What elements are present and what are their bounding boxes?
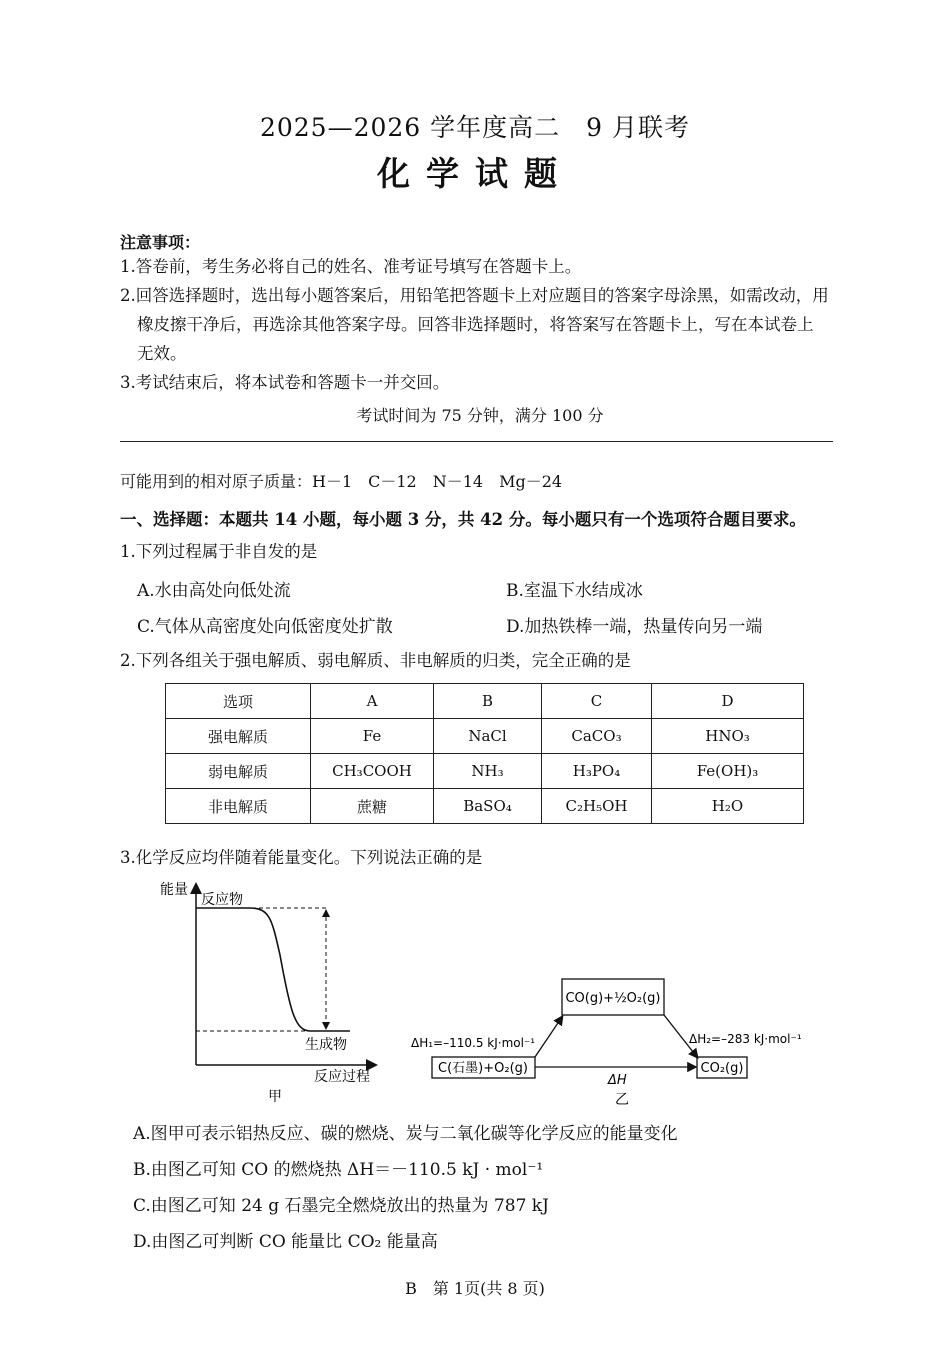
hess-cycle-yi (405, 965, 815, 1110)
table-header-cell: D (652, 684, 804, 719)
table-cell: Fe (311, 719, 434, 754)
energy-diagram-jia (150, 875, 390, 1110)
table-cell: C₂H₅OH (542, 789, 652, 824)
page-footer: B 第 1页(共 8 页) (405, 1279, 545, 1298)
section-heading: 一、选择题：本题共 14 小题，每小题 3 分，共 42 分。每小题只有一个选项符合题目要求。 (120, 510, 806, 529)
table-cell: NH₃ (434, 754, 542, 789)
dh-label: ΔH (608, 1073, 627, 1088)
notice-item-2-cont: 橡皮擦干净后，再选涂其他答案字母。回答非选择题时，将答案写在答题卡上，写在本试卷上 (137, 315, 814, 334)
notice-title: 注意事项： (120, 233, 201, 252)
notice-item-2-end: 无效。 (137, 344, 187, 363)
q3-option-b: B.由图乙可知 CO 的燃烧热 ΔH＝－110.5 kJ · mol⁻¹ (133, 1160, 544, 1180)
q2-stem: 2.下列各组关于强电解质、弱电解质、非电解质的归类，完全正确的是 (120, 651, 631, 670)
electrolyte-table (165, 683, 804, 824)
q3-stem: 3.化学反应均伴随着能量变化。下列说法正确的是 (120, 848, 483, 867)
graphite-box-label: C(石墨)+O₂(g) (438, 1061, 528, 1076)
table-header-cell: B (434, 684, 542, 719)
figure-caption-jia: 甲 (268, 1089, 282, 1105)
q3-option-a: A.图甲可表示铝热反应、碳的燃烧、炭与二氧化碳等化学反应的能量变化 (133, 1124, 678, 1144)
q1-stem: 1.下列过程属于非自发的是 (120, 542, 318, 561)
table-cell: Fe(OH)₃ (652, 754, 804, 789)
row-label: 非电解质 (166, 789, 311, 824)
divider (120, 441, 833, 442)
co-box-label: CO(g)+½O₂(g) (565, 991, 661, 1006)
notice-item-2: 2.回答选择题时，选出每小题答案后，用铅笔把答题卡上对应题目的答案字母涂黑，如需改动，用 (120, 286, 829, 305)
table-row (166, 754, 804, 789)
atomic-masses: 可能用到的相对原子质量：H－1 C－12 N－14 Mg－24 (120, 472, 563, 491)
table-header-cell: A (311, 684, 434, 719)
figure-caption-yi: 乙 (615, 1092, 629, 1108)
energy-curve (196, 908, 350, 1031)
table-cell: CH₃COOH (311, 754, 434, 789)
co2-box-label: CO₂(g) (700, 1061, 744, 1076)
table-cell: H₃PO₄ (542, 754, 652, 789)
table-cell: 蔗糖 (311, 789, 434, 824)
arrow-up-icon (322, 909, 330, 917)
table-header-row (166, 684, 804, 719)
q3-option-d: D.由图乙可判断 CO 能量比 CO₂ 能量高 (133, 1232, 438, 1252)
q1-option-d: D.加热铁棒一端，热量传向另一端 (506, 617, 763, 637)
table-cell: NaCl (434, 719, 542, 754)
page-title: 化学试题 (377, 154, 573, 193)
q1-option-a: A.水由高处向低处流 (137, 581, 291, 601)
table-cell: BaSO₄ (434, 789, 542, 824)
notice-item-1: 1.答卷前，考生务必将自己的姓名、准考证号填写在答题卡上。 (120, 257, 582, 276)
x-axis-label: 反应过程 (314, 1069, 370, 1085)
table-cell: CaCO₃ (542, 719, 652, 754)
table-header-cell: 选项 (166, 684, 311, 719)
dh1-label: ΔH₁=–110.5 kJ·mol⁻¹ (411, 1036, 536, 1050)
q3-option-c: C.由图乙可知 24 g 石墨完全燃烧放出的热量为 787 kJ (133, 1196, 549, 1216)
dh2-label: ΔH₂=–283 kJ·mol⁻¹ (689, 1032, 802, 1046)
table-header-cell: C (542, 684, 652, 719)
product-label: 生成物 (305, 1037, 347, 1053)
exam-time-info: 考试时间为 75 分钟，满分 100 分 (356, 406, 604, 425)
row-label: 强电解质 (166, 719, 311, 754)
arrow-dh1 (535, 1017, 562, 1057)
row-label: 弱电解质 (166, 754, 311, 789)
q1-option-c: C.气体从高密度处向低密度处扩散 (137, 617, 393, 637)
table-row (166, 789, 804, 824)
table-cell: HNO₃ (652, 719, 804, 754)
arrow-down-icon (322, 1022, 330, 1030)
y-axis-label: 能量 (160, 882, 188, 898)
table-row (166, 719, 804, 754)
q1-option-b: B.室温下水结成冰 (506, 581, 643, 601)
reactant-label: 反应物 (201, 892, 243, 908)
notice-item-3: 3.考试结束后，将本试卷和答题卡一并交回。 (120, 373, 450, 392)
table-cell: H₂O (652, 789, 804, 824)
exam-header: 2025—2026 学年度高二 9 月联考 (259, 113, 691, 142)
